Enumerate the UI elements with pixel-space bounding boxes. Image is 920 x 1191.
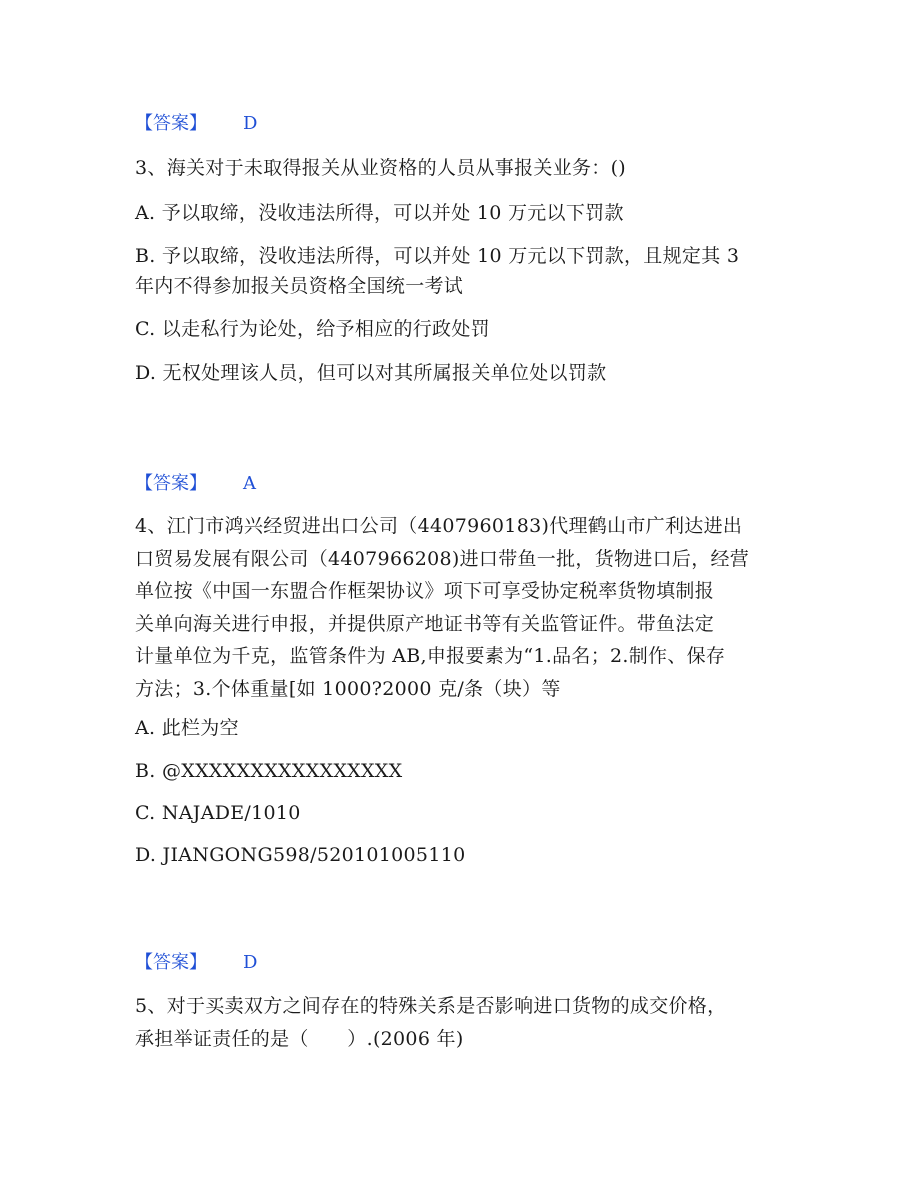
question-5-line: 5、对于买卖双方之间存在的特殊关系是否影响进口货物的成交价格， bbox=[135, 995, 727, 1017]
question-4-line: 口贸易发展有限公司（4407966208)进口带鱼一批，货物进口后，经营 bbox=[135, 547, 750, 570]
question-4-line: 方法；3.个体重量[如 1000?2000 克/条（块）等 bbox=[135, 677, 561, 700]
question-3-text: 3、海关对于未取得报关从业资格的人员从事报关业务：() bbox=[135, 157, 627, 179]
question-4-option-a: A. 此栏为空 bbox=[135, 717, 239, 739]
answer-line-q3 bbox=[135, 470, 256, 498]
answer-label: 【答案】 bbox=[135, 113, 207, 134]
answer-label: 【答案】 bbox=[135, 473, 207, 494]
question-4-line: 计量单位为千克，监管条件为 AB,申报要素为“1.品名；2.制作、保存 bbox=[135, 645, 726, 667]
question-5-text bbox=[135, 990, 785, 1055]
question-4-option-b: B. @XXXXXXXXXXXXXXXX bbox=[135, 760, 403, 782]
question-4-option-c: C. NAJADE/1010 bbox=[135, 802, 301, 824]
question-3-option-b-cont: 年内不得参加报关员资格全国统一考试 bbox=[135, 275, 464, 297]
question-4-line: 关单向海关进行申报，并提供原产地证书等有关监管证件。带鱼法定 bbox=[135, 612, 715, 635]
question-3-option-a: A. 予以取缔，没收违法所得，可以并处 10 万元以下罚款 bbox=[135, 202, 624, 224]
answer-value: D bbox=[243, 952, 258, 973]
question-3-option-d: D. 无权处理该人员，但可以对其所属报关单位处以罚款 bbox=[135, 362, 607, 384]
question-4-option-d: D. JIANGONG598/520101005110 bbox=[135, 844, 466, 866]
question-4-line: 单位按《中国一东盟合作框架协议》项下可享受协定税率货物填制报 bbox=[135, 580, 715, 602]
answer-line-q2 bbox=[135, 110, 257, 138]
answer-value: A bbox=[243, 473, 256, 494]
question-5-line: 承担举证责任的是（ ）.(2006 年) bbox=[135, 1027, 464, 1050]
question-3-option-b: B. 予以取缔，没收违法所得，可以并处 10 万元以下罚款，且规定其 3 bbox=[135, 245, 740, 267]
question-4-line: 4、江门市鸿兴经贸进出口公司（4407960183)代理鹤山市广利达进出 bbox=[135, 515, 743, 537]
question-3-option-c: C. 以走私行为论处，给予相应的行政处罚 bbox=[135, 318, 490, 340]
question-4-text bbox=[135, 510, 785, 705]
answer-label: 【答案】 bbox=[135, 952, 207, 973]
answer-line-q4 bbox=[135, 949, 257, 977]
answer-value: D bbox=[243, 113, 258, 134]
